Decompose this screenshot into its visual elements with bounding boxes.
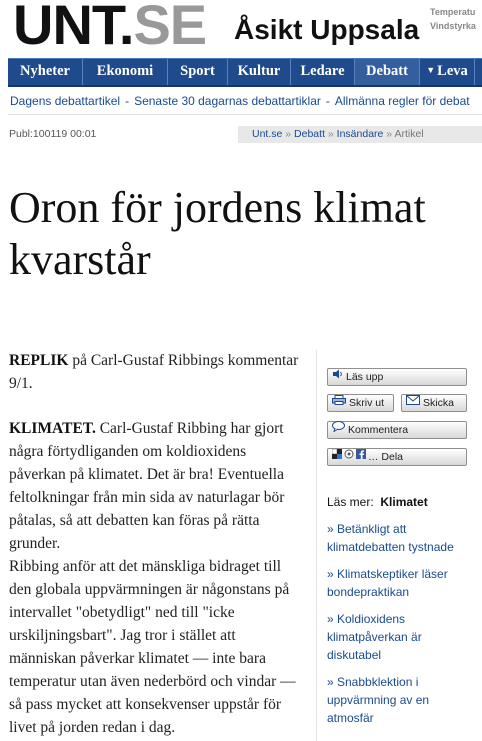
breadcrumb-separator: » <box>386 128 393 140</box>
nav-item-leva[interactable] <box>420 59 475 85</box>
article-intro <box>9 349 306 395</box>
listen-button[interactable] <box>327 368 467 386</box>
breadcrumb-link-untse[interactable]: Unt.se <box>252 128 283 140</box>
delicious-icon <box>332 448 342 464</box>
weather-temperature-label: Temperatu <box>430 7 476 17</box>
nav-item-ekonomi[interactable]: Ekonomi <box>83 59 168 85</box>
readmore-link[interactable]: » Klimatskeptiker läser bondepraktikan <box>327 567 448 599</box>
breadcrumb-current: Artikel <box>394 128 424 140</box>
breadcrumb-separator: » <box>285 128 292 140</box>
share-button[interactable] <box>327 448 467 466</box>
article-paragraph: Ribbing anför att det mänskliga bidraget till den globala uppvärmningen är någonstans på intervallet "obetydligt" ned till "icke urskiljningsbart". Jag tror i stället att människan påverkar klimatet — inte bara temperatur utan även nederbörd och vindar — så pass mycket att konsekvenser uppstår för livet på jorden redan i dag. <box>9 558 296 736</box>
readmore-prefix: Läs mer: <box>327 495 374 509</box>
section-title[interactable]: Åsikt Uppsala <box>234 14 420 45</box>
readmore-link[interactable]: » Snabbklektion i uppvärmning av en atmosfär <box>327 675 430 725</box>
main-navigation <box>8 58 482 87</box>
article-intro-text: på Carl-Gustaf Ribbings kommentar 9/1. <box>9 352 299 392</box>
send-button[interactable] <box>401 394 467 412</box>
nav-item-sport[interactable]: Sport <box>168 59 228 85</box>
publish-date: Publ:100119 00:01 <box>9 128 97 140</box>
print-button[interactable] <box>327 394 394 412</box>
printer-icon <box>332 394 346 410</box>
nav-item-kultur[interactable]: Kultur <box>228 59 291 85</box>
readmore-topic: Klimatet <box>380 495 428 509</box>
breadcrumb-separator: » <box>327 128 334 140</box>
article-body <box>9 349 306 739</box>
subnav-separator: - <box>125 94 130 108</box>
digg-icon <box>344 448 354 464</box>
breadcrumb-link-insandare[interactable]: Insändare <box>336 128 384 140</box>
nav-item-debatt[interactable]: Debatt <box>355 59 420 85</box>
listen-button-label: Läs upp <box>346 371 384 383</box>
speech-bubble-icon <box>332 421 345 437</box>
facebook-icon <box>356 448 366 464</box>
logo-text-left: UNT. <box>13 0 134 56</box>
send-button-label: Skicka <box>423 397 454 409</box>
subnav-link-general-rules[interactable]: Allmänna regler för debat <box>334 94 470 108</box>
debate-subnav <box>10 94 475 108</box>
speaker-icon <box>332 368 343 384</box>
comment-button[interactable] <box>327 421 467 439</box>
weather-widget <box>430 5 476 33</box>
comment-button-label: Kommentera <box>348 424 409 436</box>
subnav-divider <box>8 114 482 115</box>
article-paragraph <box>9 417 306 555</box>
readmore-link[interactable]: » Koldioxidens klimatpåverkan är diskutabel <box>327 612 422 662</box>
chevron-down-icon: ▼ <box>426 65 436 75</box>
article-intro-lead: REPLIK <box>9 352 69 369</box>
nav-item-nyheter[interactable]: Nyheter <box>8 59 83 85</box>
subnav-link-last-30-days[interactable]: Senaste 30 dagarnas debattartiklar <box>134 94 321 108</box>
sidebar-divider <box>316 350 317 741</box>
share-more-dots: … <box>368 451 379 463</box>
subnav-separator: - <box>325 94 330 108</box>
share-button-label: Dela <box>381 451 404 463</box>
article-headline: Oron för jordens klimat kvarstår <box>9 183 426 284</box>
print-button-label: Skriv ut <box>349 397 385 409</box>
article-paragraph-text: Carl-Gustaf Ribbing har gjort några förtydliganden om koldioxidens påverkan på klimatet. Det är bra! Eventuella feltolkningar från min sida av naturlagar bör påtalas, så att debatten kan föras på rätta grunder. <box>9 420 285 552</box>
readmore-link[interactable]: » Betänkligt att klimatdebatten tystnade <box>327 522 454 554</box>
readmore-heading <box>327 495 428 509</box>
nav-item-overflow[interactable] <box>475 59 482 85</box>
article-paragraph-lead: KLIMATET. <box>9 420 96 437</box>
breadcrumb-link-debatt[interactable]: Debatt <box>294 128 325 140</box>
weather-wind-label: Vindstyrka <box>430 21 476 31</box>
site-header <box>0 0 482 58</box>
nav-item-leva-label: Leva <box>437 63 468 79</box>
subnav-link-todays-article[interactable]: Dagens debattartikel <box>10 94 121 108</box>
nav-item-ledare[interactable]: Ledare <box>291 59 355 85</box>
logo-text-right: SE <box>133 0 207 56</box>
breadcrumb <box>238 126 482 143</box>
envelope-icon <box>406 394 420 410</box>
site-logo[interactable] <box>13 0 206 56</box>
